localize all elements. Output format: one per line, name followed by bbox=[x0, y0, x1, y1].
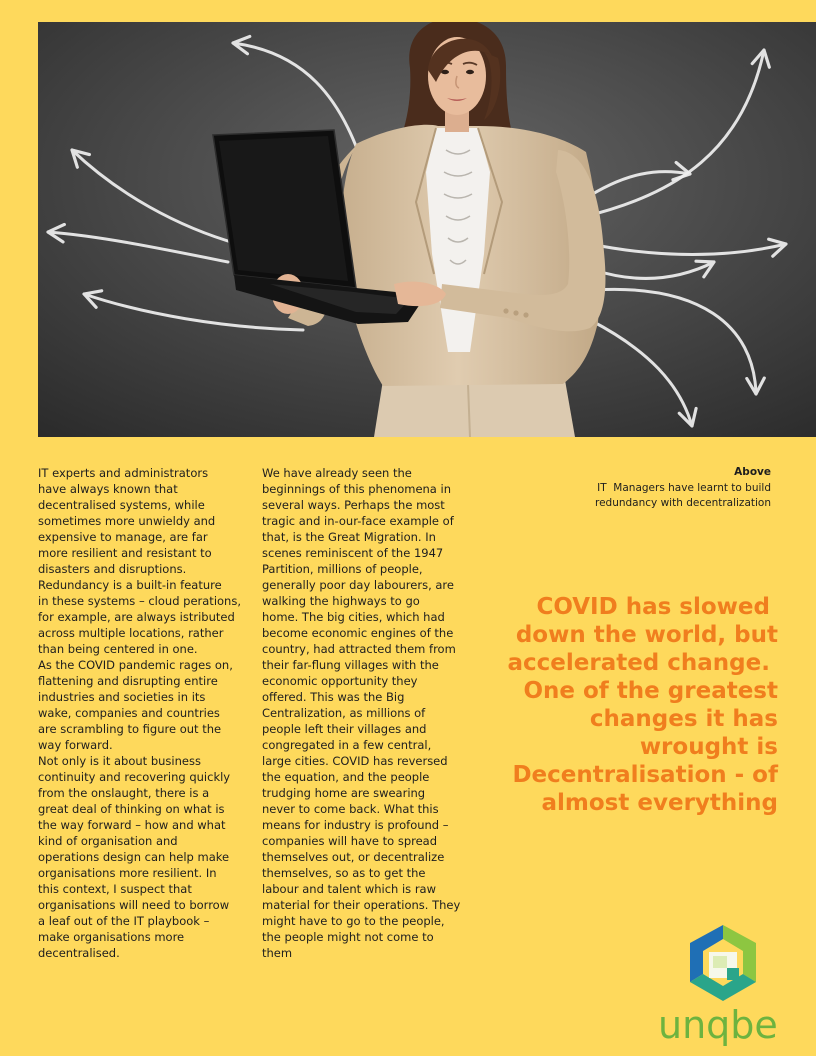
body-text-line: never to come back. What this bbox=[262, 802, 439, 816]
body-text-line: offered. This was the Big bbox=[262, 690, 405, 704]
hero-photo-illustration bbox=[38, 22, 816, 437]
pull-quote-line: COVID has slowed bbox=[536, 594, 778, 620]
body-text-line: wake, companies and countries bbox=[38, 706, 220, 720]
body-text-line: might have to go to the people, bbox=[262, 914, 445, 928]
body-text-line: that, is the Great Migration. In bbox=[262, 530, 436, 544]
hero-photo bbox=[38, 22, 816, 437]
body-text-line: Centralization, as millions of bbox=[262, 706, 426, 720]
body-text-line: As the COVID pandemic rages on, bbox=[38, 658, 233, 672]
body-text-line: the people might not come to bbox=[262, 930, 434, 944]
body-text-line: themselves out, or decentralize bbox=[262, 850, 445, 864]
caption-line: redundancy with decentralization bbox=[595, 497, 771, 509]
body-text-line: labour and talent which is raw bbox=[262, 882, 436, 896]
body-text-line: them bbox=[262, 946, 293, 960]
body-text-line: are scrambling to figure out the bbox=[38, 722, 222, 736]
body-text-line: this context, I suspect that bbox=[38, 882, 192, 896]
body-text-line: have always known that bbox=[38, 482, 178, 496]
body-text-line: from the onslaught, there is a bbox=[38, 786, 210, 800]
body-text-line: congregated in a few central, bbox=[262, 738, 432, 752]
pull-quote-line: Decentralisation - of bbox=[512, 762, 778, 788]
body-text-line: themselves, so as to get the bbox=[262, 866, 426, 880]
pull-quote-line: changes it has bbox=[589, 706, 778, 732]
body-text-line: country, had attracted them from bbox=[262, 642, 456, 656]
body-text-line: decentralised systems, while bbox=[38, 498, 205, 512]
body-text-line: make organisations more bbox=[38, 930, 185, 944]
body-text-line: beginnings of this phenomena in bbox=[262, 482, 451, 496]
body-text-line: We have already seen the bbox=[262, 466, 412, 480]
body-text-line: disasters and disruptions. bbox=[38, 562, 187, 576]
cube-logo-icon bbox=[689, 924, 757, 1002]
body-text-line: organisations will need to borrow bbox=[38, 898, 230, 912]
body-text-line: trudging home are swearing bbox=[262, 786, 426, 800]
pull-quote-line: down the world, but bbox=[515, 622, 778, 648]
body-text-line: sometimes more unwieldy and bbox=[38, 514, 216, 528]
body-text-line: industries and societies in its bbox=[38, 690, 206, 704]
pull-quote-line: wrought is bbox=[639, 734, 778, 760]
body-text-line: material for their operations. They bbox=[262, 898, 461, 912]
body-text-line: Not only is it about business bbox=[38, 754, 201, 768]
body-text-line: more resilient and resistant to bbox=[38, 546, 212, 560]
body-text-line: the way forward – how and what bbox=[38, 818, 226, 832]
body-text-line: economic opportunity they bbox=[262, 674, 418, 688]
body-text-line: kind of organisation and bbox=[38, 834, 178, 848]
body-text-line: IT experts and administrators bbox=[38, 466, 209, 480]
body-text-line: several ways. Perhaps the most bbox=[262, 498, 445, 512]
pull-quote-line: accelerated change. bbox=[507, 650, 778, 676]
body-text-line: for example, are always istributed bbox=[38, 610, 235, 624]
body-text-line: walking the highways to go bbox=[262, 594, 420, 608]
body-text-line: Partition, millions of people, bbox=[262, 562, 423, 576]
body-text-line: operations design can help make bbox=[38, 850, 230, 864]
logo-wordmark: unqbe bbox=[658, 1003, 778, 1047]
body-text-line: become economic engines of the bbox=[262, 626, 454, 640]
article-column-1 bbox=[38, 465, 252, 961]
body-text-line: the equation, and the people bbox=[262, 770, 430, 784]
photo-caption bbox=[531, 465, 771, 512]
pull-quote bbox=[488, 593, 778, 817]
body-text-line: way forward. bbox=[38, 738, 113, 752]
body-text-line: flattening and disrupting entire bbox=[38, 674, 218, 688]
pull-quote-line: One of the greatest bbox=[523, 678, 778, 704]
body-text-line: means for industry is profound – bbox=[262, 818, 449, 832]
article-column-2 bbox=[262, 465, 476, 961]
body-text-line: expensive to manage, are far bbox=[38, 530, 208, 544]
body-text-line: home. The big cities, which had bbox=[262, 610, 445, 624]
caption-heading: Above bbox=[734, 466, 771, 478]
body-text-line: great deal of thinking on what is bbox=[38, 802, 225, 816]
caption-line: IT Managers have learnt to build bbox=[597, 481, 771, 494]
body-text-line: generally poor day labourers, are bbox=[262, 578, 454, 592]
body-text-line: across multiple locations, rather bbox=[38, 626, 224, 640]
body-text-line: continuity and recovering quickly bbox=[38, 770, 231, 784]
body-text-line: a leaf out of the IT playbook – bbox=[38, 914, 210, 928]
body-text-line: large cities. COVID has reversed bbox=[262, 754, 448, 768]
body-text-line: than being centered in one. bbox=[38, 642, 198, 656]
body-text-line: people left their villages and bbox=[262, 722, 427, 736]
body-text-line: their far-flung villages with the bbox=[262, 658, 439, 672]
pull-quote-line: almost everything bbox=[541, 790, 778, 816]
body-text-line: organisations more resilient. In bbox=[38, 866, 217, 880]
body-text-line: companies will have to spread bbox=[262, 834, 438, 848]
body-text-line: scenes reminiscent of the 1947 bbox=[262, 546, 444, 560]
body-text-line: Redundancy is a built-in feature bbox=[38, 578, 222, 592]
body-text-line: in these systems – cloud perations, bbox=[38, 594, 241, 608]
body-text-line: decentralised. bbox=[38, 946, 120, 960]
body-text-line: tragic and in-our-face example of bbox=[262, 514, 454, 528]
